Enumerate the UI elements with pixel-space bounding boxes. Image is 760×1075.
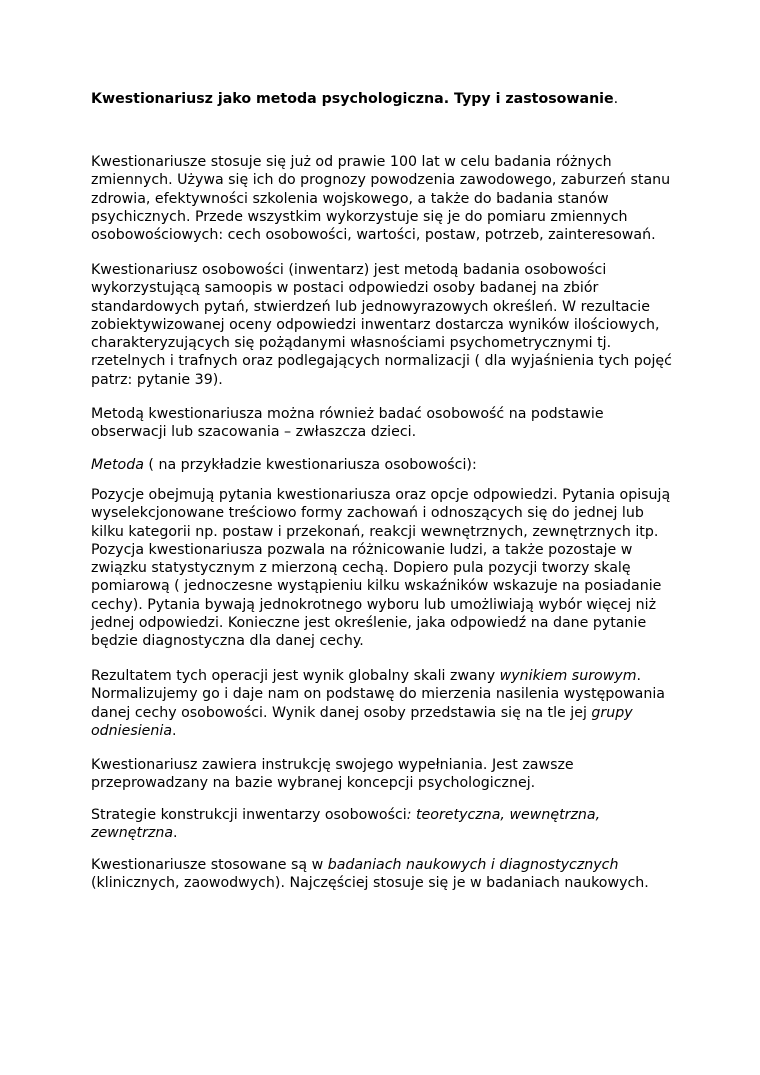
document-title bbox=[91, 90, 711, 109]
paragraph-instructions bbox=[91, 756, 676, 793]
title-period: . bbox=[613, 91, 619, 107]
text-line bbox=[91, 667, 676, 685]
text-line: zdrowia, efektywności szkolenia wojskowego, a także do badania stanów bbox=[91, 190, 609, 207]
text-run: Kwestionariusze stosowane są w bbox=[91, 857, 328, 873]
text-run: Strategie konstrukcji inwentarzy osobowości bbox=[91, 807, 407, 823]
text-line: Metodą kwestionariusza można również badać osobowość na podstawie bbox=[91, 406, 604, 422]
paragraph-intro bbox=[91, 153, 676, 244]
paragraph-method-heading bbox=[91, 456, 676, 474]
text-line: obserwacji lub szacowania – zwłaszcza dzieci. bbox=[91, 424, 417, 441]
text-run: Rezultatem tych operacji jest wynik globalny skali zwany bbox=[91, 668, 500, 684]
text-run: ( na przykładzie kwestionariusza osobowości): bbox=[143, 457, 477, 473]
text-line bbox=[91, 806, 676, 824]
text-line: rzetelnych i trafnych oraz podlegających normalizacji ( dla wyjaśnienia tych pojęć bbox=[91, 353, 672, 370]
paragraph-observation bbox=[91, 405, 676, 442]
text-line: Kwestionariusz zawiera instrukcję swojego wypełniania. Jest zawsze bbox=[91, 757, 574, 773]
italic-text: odniesienia bbox=[91, 722, 173, 739]
text-line: wykorzystującą samoopis w postaci odpowiedzi osoby badanej na zbiór bbox=[91, 280, 599, 297]
paragraph-raw-score bbox=[91, 667, 676, 740]
text-run: . bbox=[636, 668, 642, 684]
text-line: standardowych pytań, stwierdzeń lub jednowyrazowych określeń. W rezultacie bbox=[91, 298, 650, 315]
italic-text: : teoretyczna, wewnętrzna, bbox=[406, 807, 601, 823]
text-line: przeprowadzany na bazie wybranej koncepcji psychologicznej. bbox=[91, 775, 536, 792]
text-run: danej cechy osobowości. Wynik danej osoby przedstawia się na tle jej bbox=[91, 704, 592, 721]
paragraph-strategies bbox=[91, 806, 676, 843]
italic-text: zewnętrzna bbox=[91, 825, 174, 842]
text-line: kilku kategorii np. postaw i przekonań, reakcji wewnętrznych, zewnętrznych itp. bbox=[91, 523, 659, 540]
text-line: Pozycja kwestionariusza pozwala na różnicowanie ludzi, a także pozostaje w bbox=[91, 541, 633, 558]
text-run: . bbox=[173, 825, 178, 842]
text-line: Kwestionariusze stosuje się już od prawie 100 lat w celu badania różnych bbox=[91, 154, 612, 170]
text-line bbox=[91, 856, 676, 874]
text-line: patrz: pytanie 39). bbox=[91, 371, 223, 388]
text-line: charakteryzujących się pożądanymi własnościami psychometrycznymi tj. bbox=[91, 335, 612, 352]
text-line: osobowościowych: cech osobowości, wartości, postaw, potrzeb, zainteresowań. bbox=[91, 227, 656, 244]
text-line: Kwestionariusz osobowości (inwentarz) jest metodą badania osobowości bbox=[91, 262, 607, 278]
paragraph-applications bbox=[91, 856, 676, 893]
text-line: psychicznych. Przede wszystkim wykorzystuje się je do pomiaru zmiennych bbox=[91, 208, 628, 225]
italic-text: Metoda bbox=[91, 457, 144, 473]
text-run: . bbox=[172, 722, 177, 739]
paragraph-personality-inventory bbox=[91, 261, 676, 389]
paragraph-items bbox=[91, 486, 676, 651]
text-line: Normalizujemy go i daje nam on podstawę do mierzenia nasilenia występowania bbox=[91, 686, 665, 703]
italic-text: badaniach naukowych i diagnostycznych bbox=[327, 857, 619, 873]
text-line: jednej odpowiedzi. Konieczne jest określenie, jaka odpowiedź na dane pytanie bbox=[91, 615, 647, 632]
text-line bbox=[91, 704, 676, 722]
italic-text: grupy bbox=[591, 704, 633, 721]
text-line: Pozycje obejmują pytania kwestionariusza oraz opcje odpowiedzi. Pytania opisują bbox=[91, 487, 671, 503]
text-line bbox=[91, 722, 676, 740]
italic-text: wynikiem surowym bbox=[499, 668, 637, 684]
text-line: zobiektywizowanej oceny odpowiedzi inwentarz dostarcza wyników ilościowych, bbox=[91, 316, 660, 333]
text-line: związku statystycznym z mierzoną cechą. Dopiero pula pozycji tworzy skalę bbox=[91, 560, 631, 577]
text-line: wyselekcjonowane treściowo formy zachowań i odnoszących się do jednej lub bbox=[91, 505, 644, 522]
text-line: cechy). Pytania bywają jednokrotnego wyboru lub umożliwiają wybór więcej niż bbox=[91, 596, 657, 613]
title-text: Kwestionariusz jako metoda psychologiczna. Typy i zastosowanie bbox=[91, 91, 614, 107]
text-line: (klinicznych, zaowodwych). Najczęściej stosuje się je w badaniach naukowych. bbox=[91, 875, 649, 892]
text-line: pomiarową ( jednoczesne wystąpieniu kilku wskaźników wskazuje na posiadanie bbox=[91, 578, 662, 595]
text-line bbox=[91, 824, 676, 842]
text-line: będzie diagnostyczna dla danej cechy. bbox=[91, 633, 364, 650]
text-line: zmiennych. Używa się ich do prognozy powodzenia zawodowego, zaburzeń stanu bbox=[91, 172, 671, 189]
text-line bbox=[91, 456, 676, 474]
